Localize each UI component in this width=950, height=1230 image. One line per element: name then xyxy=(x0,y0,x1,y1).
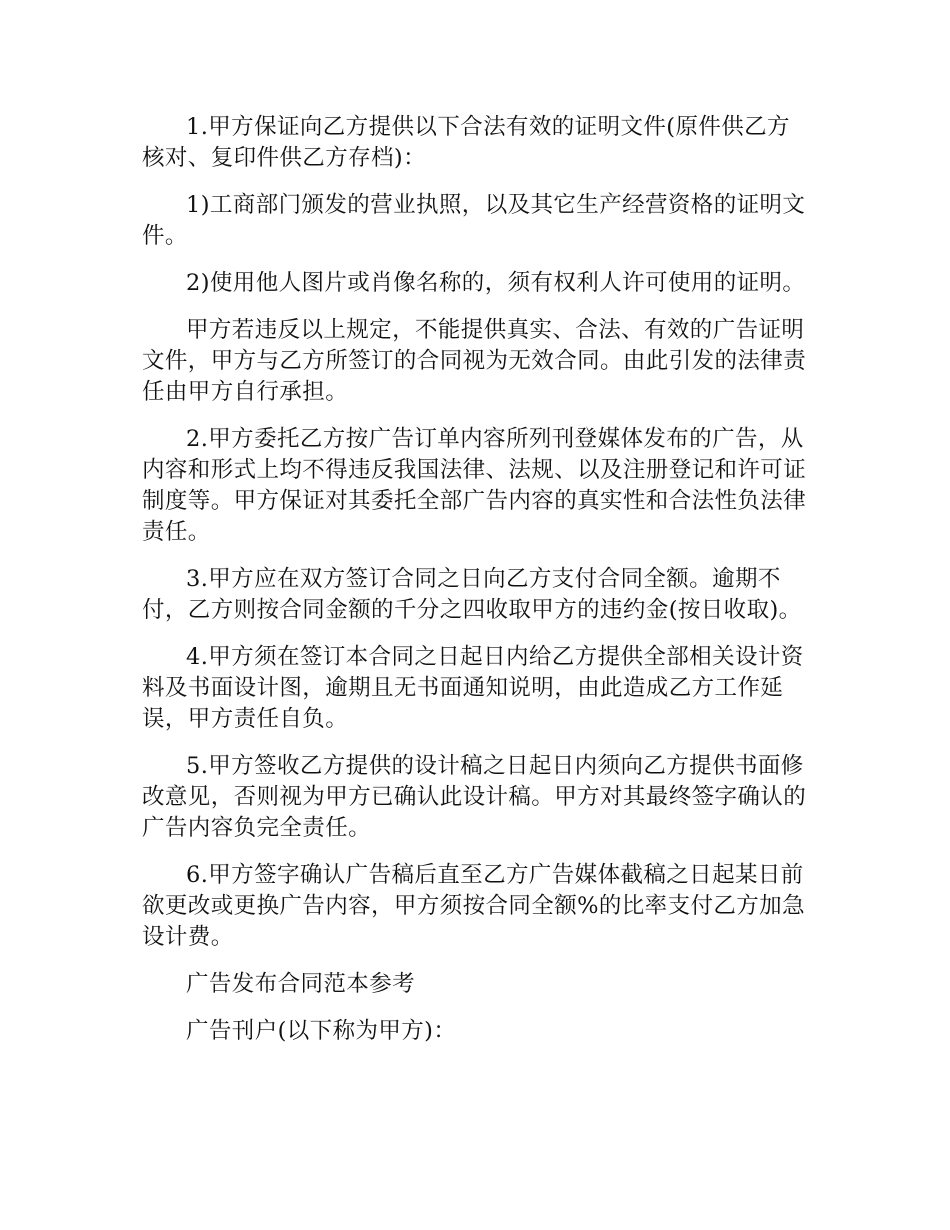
section-heading: 广告发布合同范本参考 xyxy=(186,971,416,997)
clause-5-paragraph: 5.甲方签收乙方提供的设计稿之日起日内须向乙方提供书面修改意见，否则视为甲方已确认此设计稿。甲方对其最终签字确认的广告内容负完全责任。 xyxy=(142,753,807,841)
clause-2-paragraph: 2.甲方委托乙方按广告订单内容所列刊登媒体发布的广告，从内容和形式上均不得违反我国法律、法规、以及注册登记和许可证制度等。甲方保证对其委托全部广告内容的真实性和合法性负法律责任。 xyxy=(142,426,807,545)
clause-6-paragraph: 6.甲方签字确认广告稿后直至乙方广告媒体截稿之日起某日前欲更改或更换广告内容，甲方须按合同全额%的比率支付乙方加急设计费。 xyxy=(142,862,805,950)
clause-1-item-1-paragraph: 1)工商部门颁发的营业执照，以及其它生产经营资格的证明文件。 xyxy=(142,192,806,249)
party-a-label: 广告刊户(以下称为甲方)： xyxy=(186,1018,457,1044)
clause-1-consequence-paragraph: 甲方若违反以上规定，不能提供真实、合法、有效的广告证明文件，甲方与乙方所签订的合同视为无效合同。由此引发的法律责任由甲方自行承担。 xyxy=(142,317,807,405)
clause-3-paragraph: 3.甲方应在双方签订合同之日向乙方支付合同全额。逾期不付，乙方则按合同金额的千分之四收取甲方的违约金(按日收取)。 xyxy=(142,566,802,623)
clause-1-item-2-paragraph: 2)使用他人图片或肖像名称的，须有权利人许可使用的证明。 xyxy=(186,270,806,296)
clause-1-paragraph: 1.甲方保证向乙方提供以下合法有效的证明文件(原件供乙方核对、复印件供乙方存档)： xyxy=(142,114,790,171)
clause-4-paragraph: 4.甲方须在签订本合同之日起日内给乙方提供全部相关设计资料及书面设计图，逾期且无书面通知说明，由此造成乙方工作延误，甲方责任自负。 xyxy=(142,644,804,732)
